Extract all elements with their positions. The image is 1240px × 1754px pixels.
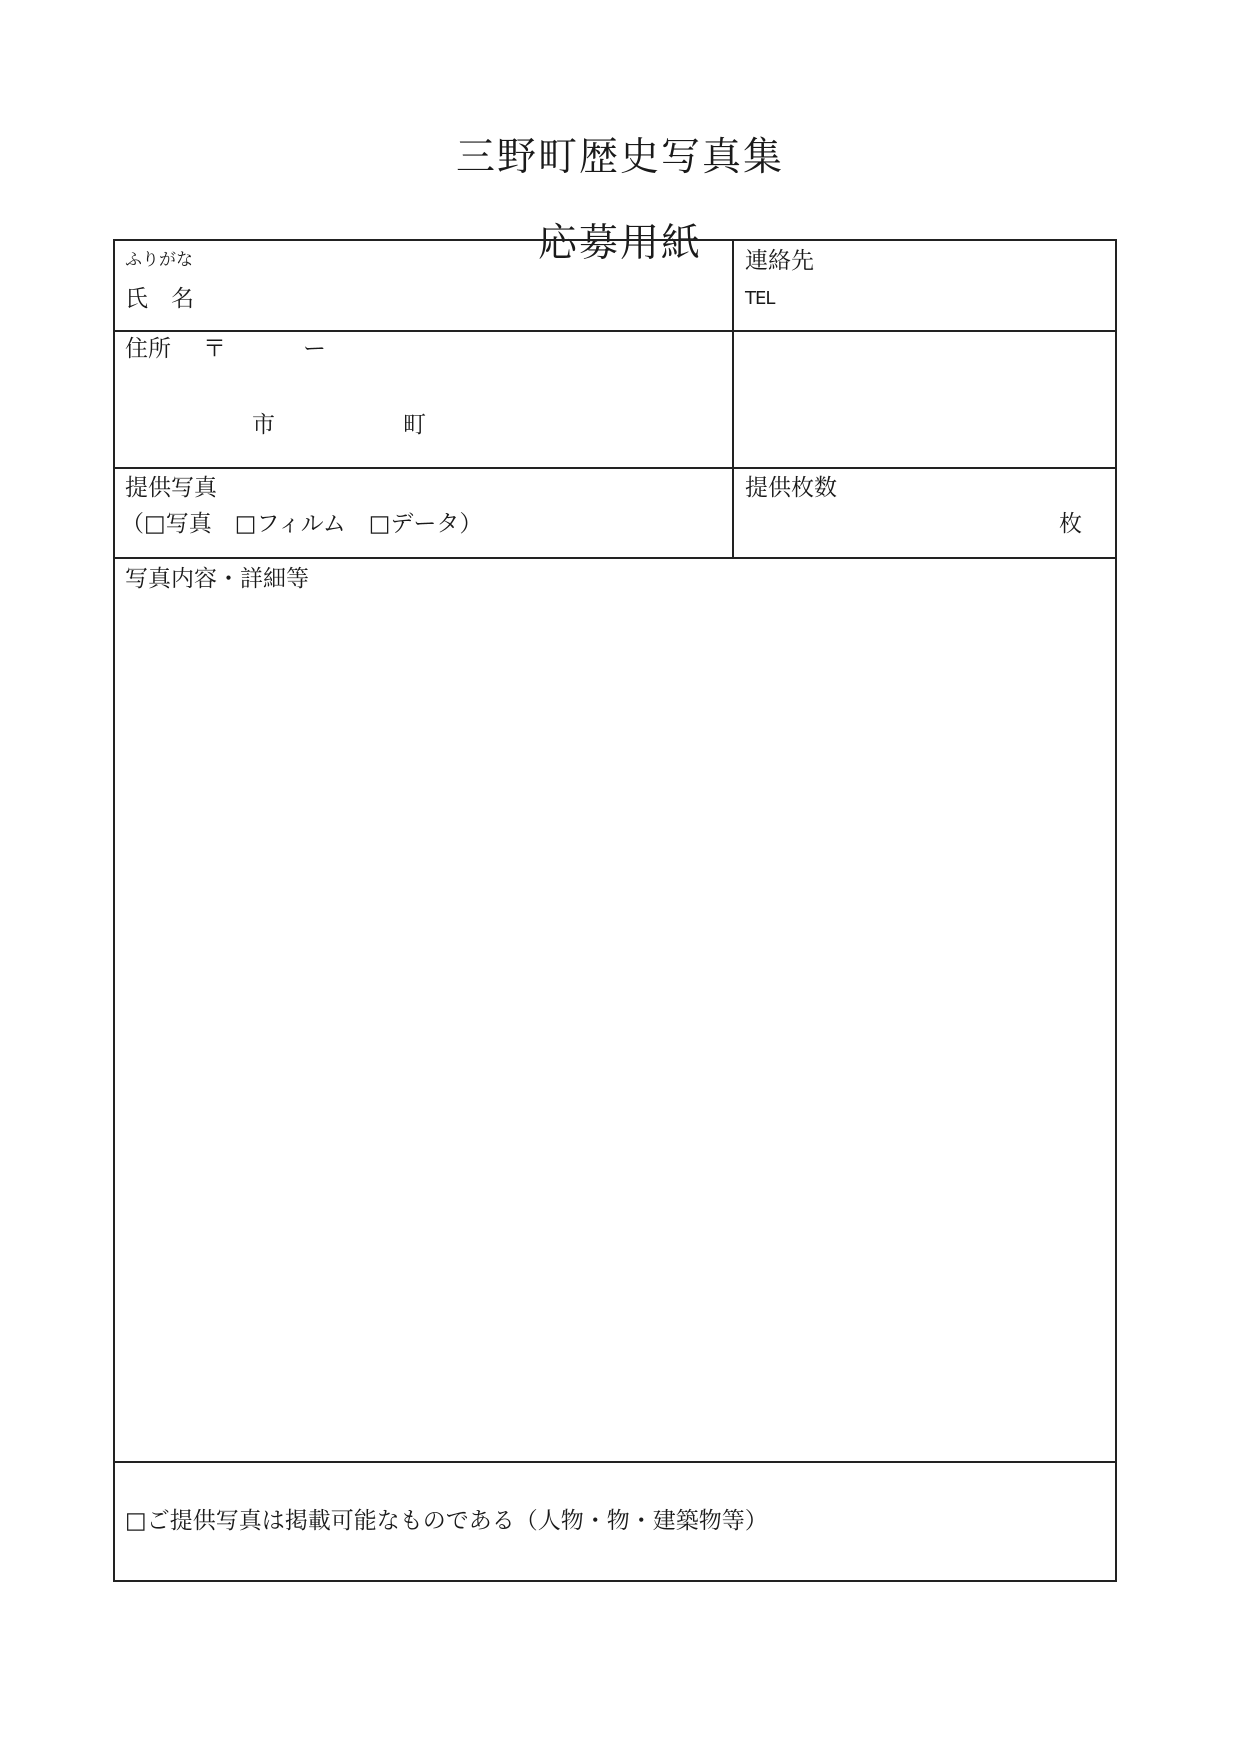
row-divider-details bbox=[115, 1461, 1115, 1463]
name-label: 氏 名 bbox=[125, 286, 194, 312]
city-label: 市 bbox=[252, 412, 275, 438]
furigana-label: ふりがな bbox=[125, 250, 193, 270]
postal-mark: 〒 bbox=[203, 336, 226, 362]
town-label: 町 bbox=[403, 412, 426, 438]
row-divider-photo-type bbox=[115, 557, 1115, 559]
row-divider-address bbox=[115, 467, 1115, 469]
postal-dash: ー bbox=[303, 336, 326, 362]
application-form bbox=[113, 239, 1117, 1582]
column-divider bbox=[732, 241, 734, 557]
photo-type-options[interactable]: （□写真 □フィルム □データ） bbox=[121, 511, 483, 537]
document-title: 三野町歴史写真集 bbox=[455, 135, 784, 181]
contact-label: 連絡先 bbox=[745, 248, 814, 274]
details-label: 写真内容・詳細等 bbox=[125, 566, 309, 592]
photo-count-unit: 枚 bbox=[1059, 511, 1082, 537]
photo-type-label: 提供写真 bbox=[125, 475, 217, 501]
photo-count-label: 提供枚数 bbox=[745, 475, 837, 501]
tel-label: TEL bbox=[745, 288, 775, 309]
address-label: 住所 bbox=[125, 336, 171, 362]
row-divider-name bbox=[115, 330, 1115, 332]
consent-checkbox-text[interactable]: □ご提供写真は掲載可能なものである（人物・物・建築物等） bbox=[125, 1508, 768, 1534]
document-subtitle: 応募用紙 bbox=[537, 221, 702, 267]
